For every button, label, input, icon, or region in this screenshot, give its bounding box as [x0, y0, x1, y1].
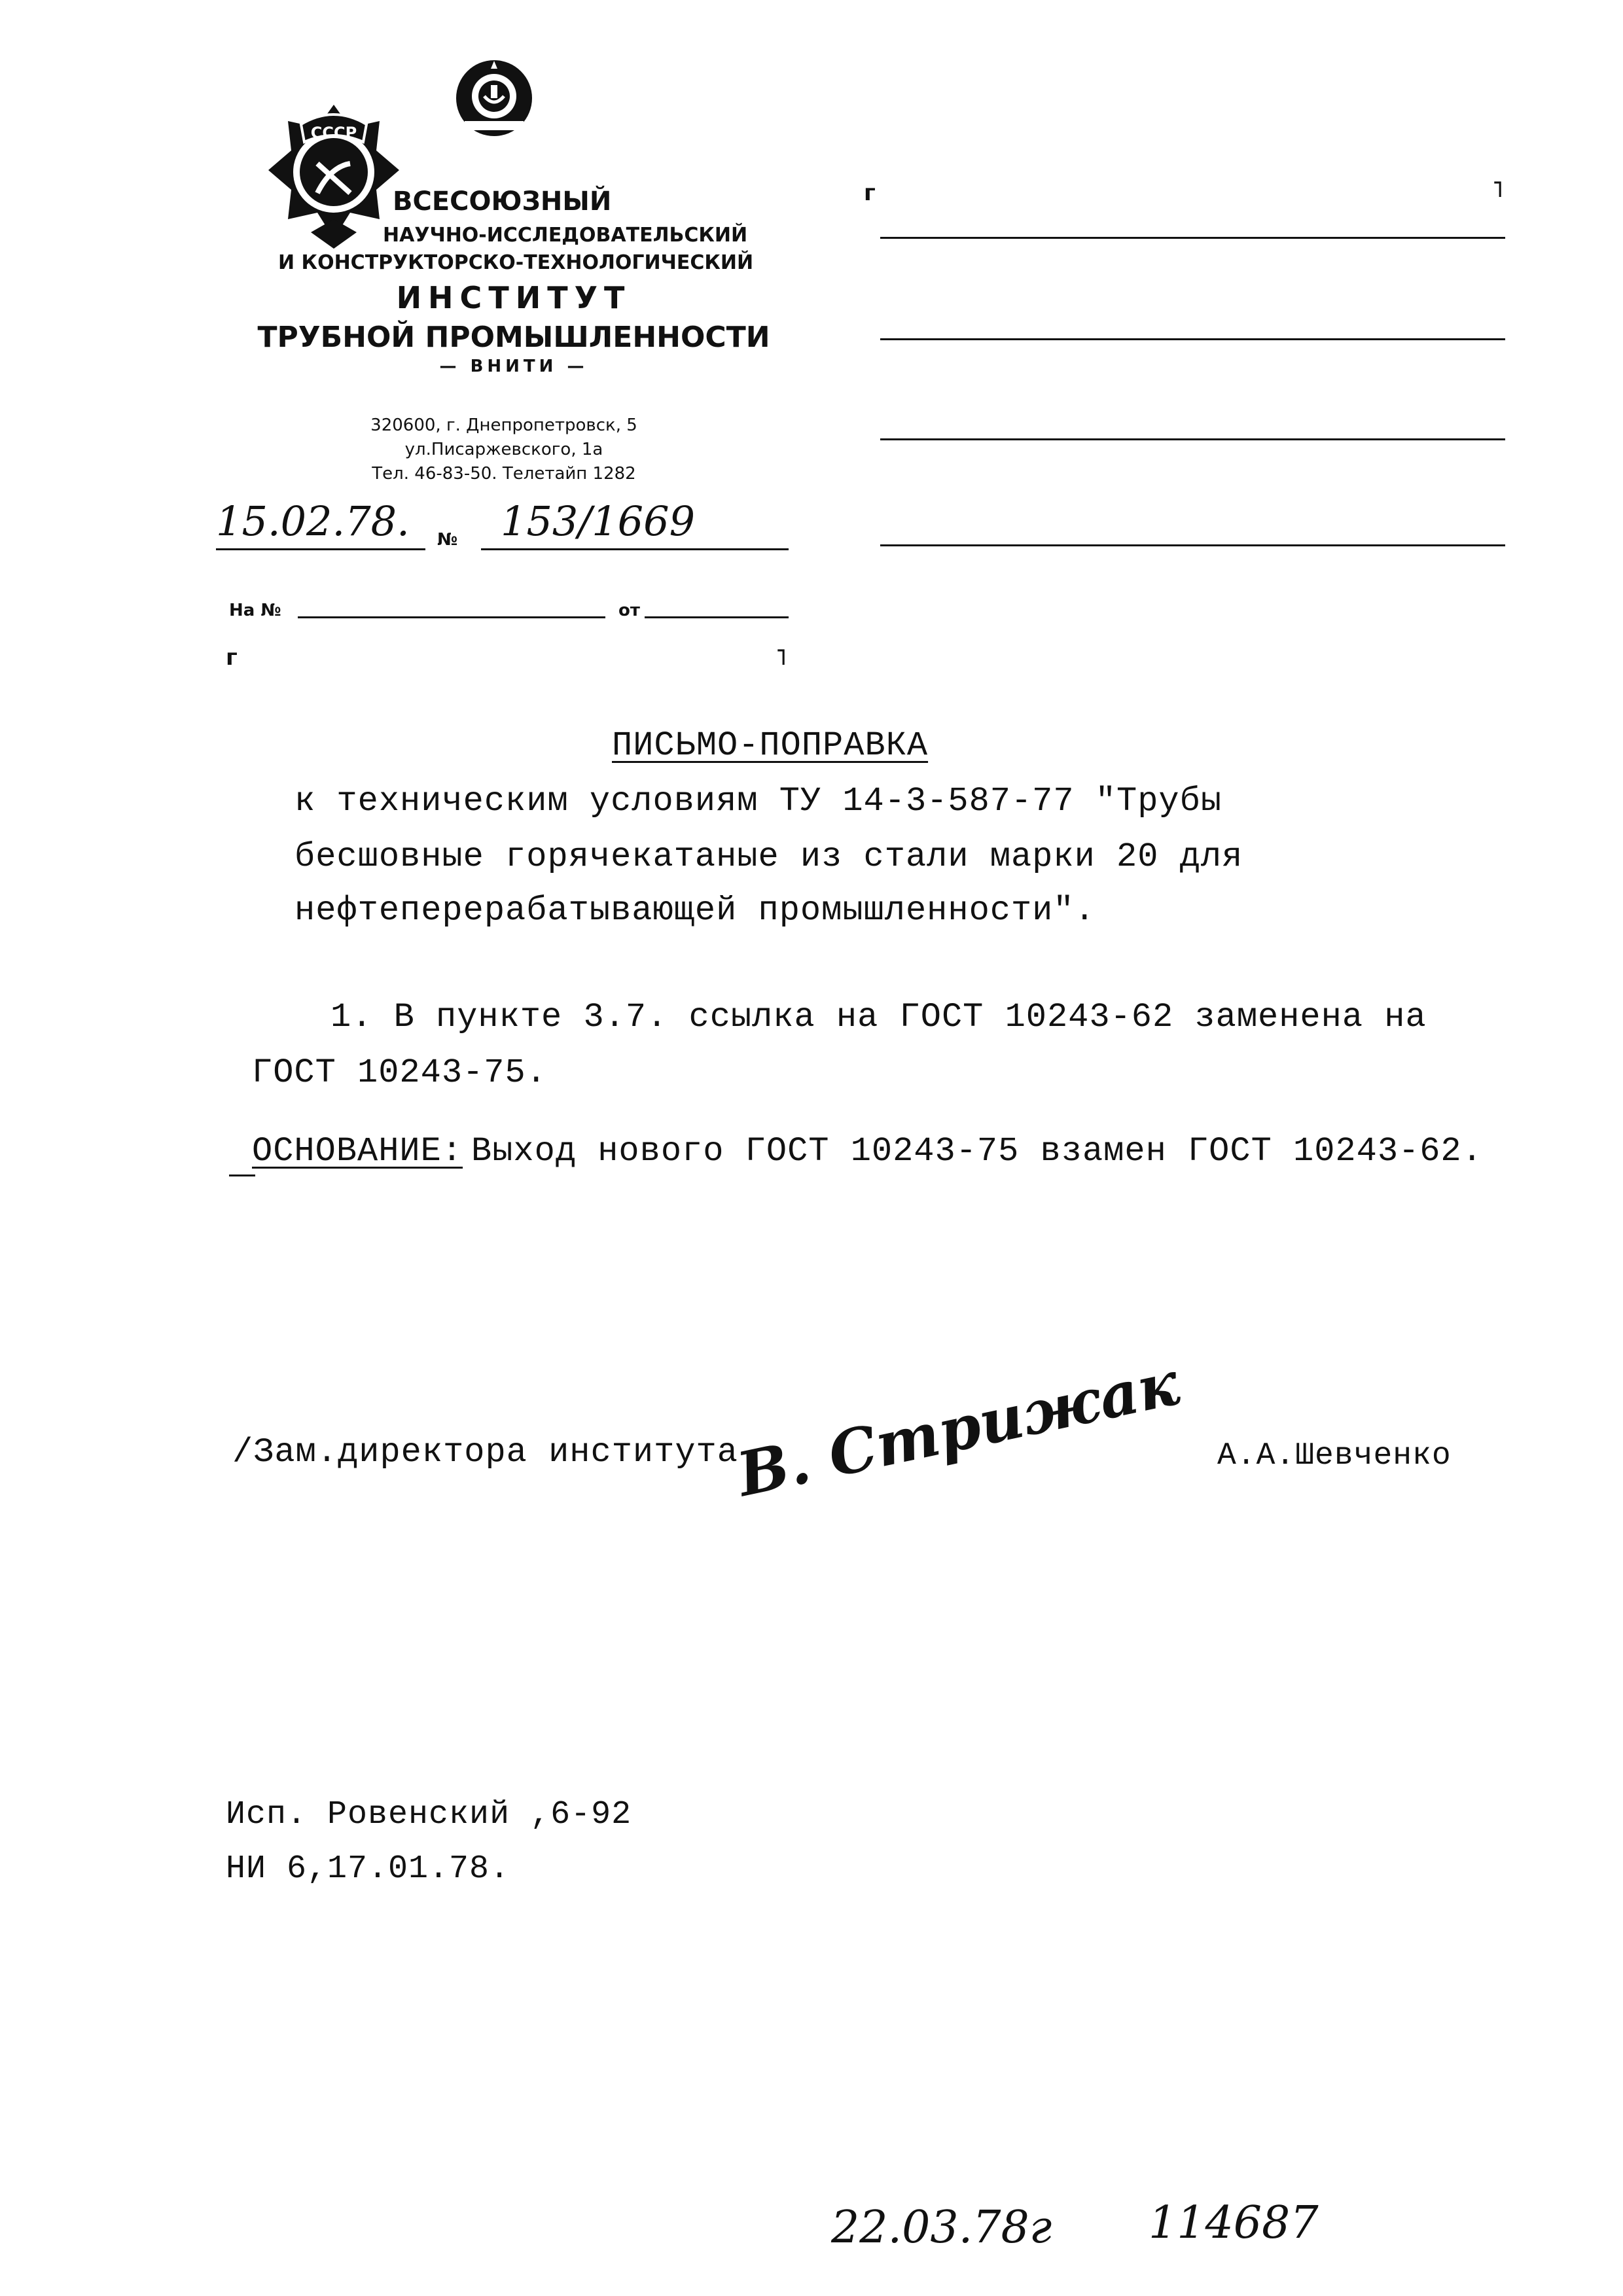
- addressee-line-3: [880, 438, 1505, 440]
- signatory-position-text: Зам.директора института: [253, 1433, 738, 1472]
- from-field: [645, 616, 789, 618]
- item1-line-2: ГОСТ 10243-75.: [252, 1053, 547, 1092]
- signatory-name: А.А.Шевченко: [1217, 1438, 1452, 1474]
- badge-text: СССР: [310, 124, 357, 142]
- order-badge-icon: [265, 101, 402, 252]
- addressee-line-4: [880, 544, 1505, 546]
- note-line: НИ 6,17.01.78.: [226, 1850, 510, 1888]
- addressee-corner-right: ˥: [1492, 177, 1503, 203]
- corner-mark-left: г: [226, 645, 238, 671]
- subject-line-2: бесшовные горячекатаные из стали марки 20 для: [294, 838, 1243, 876]
- address-line1: 320600, г. Днепропетровск, 5: [370, 415, 637, 435]
- reply-label: На №: [229, 601, 281, 620]
- addressee-line-2: [880, 338, 1505, 340]
- basis-text: Выход нового ГОСТ 10243-75 взамен ГОСТ 10243-62.: [471, 1132, 1483, 1171]
- addressee-corner-left: г: [864, 180, 876, 206]
- basis-underline-ext: [229, 1174, 255, 1176]
- item1-line-1: 1. В пункте 3.7. ссылка на ГОСТ 10243-62 заменена на: [330, 998, 1427, 1036]
- address-line3: Тел. 46-83-50. Телетайп 1282: [372, 464, 636, 484]
- corner-mark-right: ˥: [776, 645, 787, 671]
- subject-line-3: нефтеперерабатывающей промышленности".: [294, 891, 1096, 930]
- letterhead-line1: ВСЕСОЮЗНЫЙ: [393, 186, 612, 217]
- stamp-date: 22.03.78г: [831, 2202, 1052, 2253]
- number-label: №: [437, 530, 458, 550]
- letterhead-line3: И КОНСТРУКТОРСКО-ТЕХНОЛОГИЧЕСКИЙ: [278, 251, 754, 274]
- subject-line-1: к техническим условиям ТУ 14-3-587-77 "Трубы: [294, 782, 1222, 821]
- reply-field: [298, 616, 605, 618]
- letterhead-abbr: — ВНИТИ —: [439, 357, 588, 376]
- date-underline: [216, 548, 425, 550]
- letter-title: ПИСЬМО-ПОПРАВКА: [612, 726, 929, 765]
- letter-number: 153/1669: [501, 497, 696, 545]
- executor-line: Исп. Ровенский ,6-92: [226, 1796, 632, 1833]
- number-underline: [481, 548, 789, 550]
- letterhead-line5: ТРУБНОЙ ПРОМЫШЛЕННОСТИ: [257, 321, 770, 354]
- basis-label: ОСНОВАНИЕ:: [252, 1132, 463, 1171]
- letterhead-line2: НАУЧНО-ИССЛЕДОВАТЕЛЬСКИЙ: [383, 224, 748, 247]
- letter-date: 15.02.78.: [216, 497, 410, 545]
- stamp-number: 114687: [1149, 2197, 1319, 2249]
- from-label: от: [618, 601, 640, 620]
- signatory-position: /Зам.директора института: [232, 1433, 738, 1472]
- letterhead-line4: ИНСТИТУТ: [396, 280, 632, 315]
- state-emblem-icon: [452, 56, 537, 141]
- address-line2: ул.Писаржевского, 1а: [404, 440, 603, 459]
- addressee-line-1: [880, 237, 1505, 239]
- handwritten-signature: В. Стрижак: [731, 1347, 1185, 1510]
